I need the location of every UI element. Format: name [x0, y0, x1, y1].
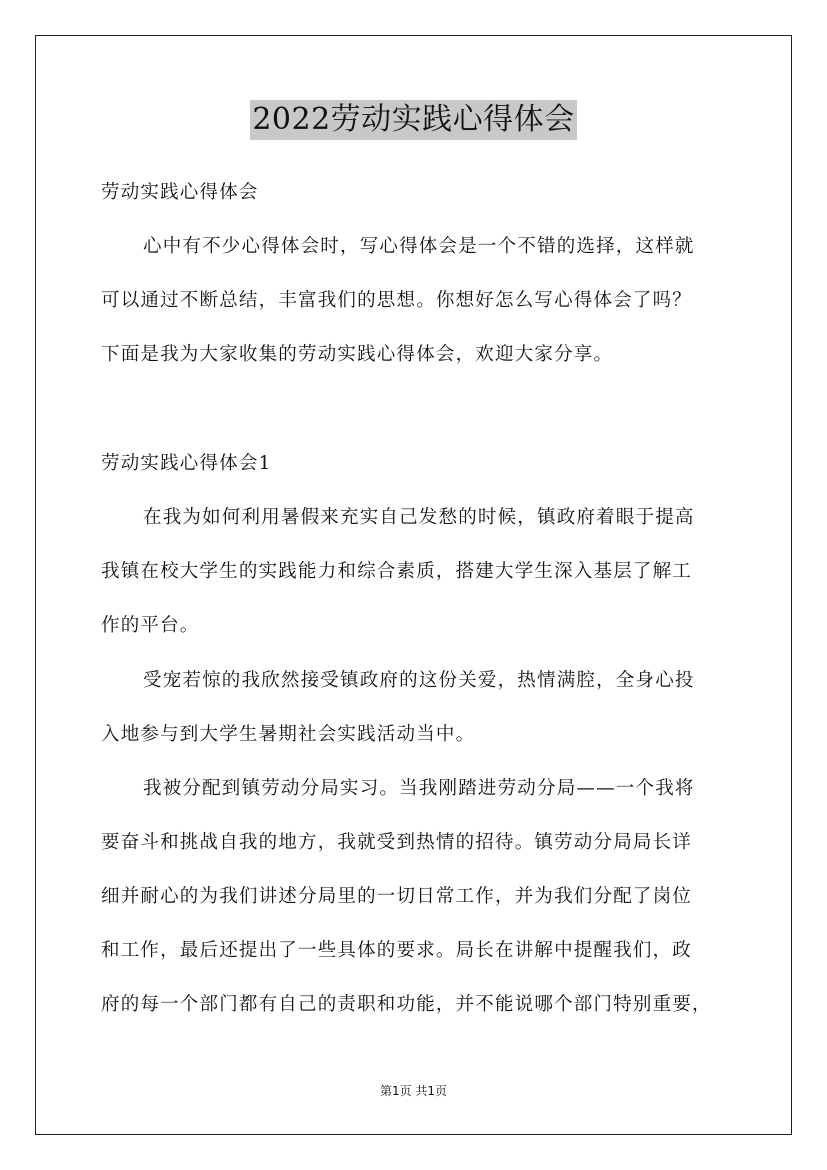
paragraph-line: 府的每一个部门都有自己的责职和功能，并不能说哪个部门特别重要， [101, 994, 712, 1015]
paragraph-1 [101, 491, 731, 653]
document-subtitle: 劳动实践心得体会 [101, 182, 259, 203]
paragraph-line: 要奋斗和挑战自我的地方，我就受到热情的招待。镇劳动分局局长详 [101, 832, 693, 853]
paragraph-line: 受宠若惊的我欣然接受镇政府的这份关爱，热情满腔，全身心投 [143, 670, 695, 691]
title-container [0, 100, 827, 140]
intro-paragraph [101, 220, 731, 382]
paragraph-line: 可以通过不断总结，丰富我们的思想。你想好怎么写心得体会了吗？ [101, 290, 693, 311]
paragraph-2 [101, 654, 731, 762]
document-title: 2022劳动实践心得体会 [250, 100, 576, 140]
section-heading: 劳动实践心得体会1 [101, 453, 272, 474]
paragraph-line: 下面是我为大家收集的劳动实践心得体会，欢迎大家分享。 [101, 344, 614, 365]
section-heading-block [101, 437, 731, 491]
paragraph-line: 和工作，最后还提出了一些具体的要求。局长在讲解中提醒我们，政 [101, 940, 693, 961]
paragraph-line: 在我为如何利用暑假来充实自己发愁的时候，镇政府着眼于提高 [143, 507, 695, 528]
paragraph-line: 入地参与到大学生暑期社会实践活动当中。 [101, 724, 476, 745]
paragraph-line: 我被分配到镇劳动分局实习。当我刚踏进劳动分局——一个我将 [143, 778, 695, 799]
paragraph-line: 心中有不少心得体会时，写心得体会是一个不错的选择，这样就 [143, 236, 695, 257]
page-footer: 第1页 共1页 [379, 1084, 448, 1098]
paragraph-line: 作的平台。 [101, 615, 200, 636]
paragraph-line: 细并耐心的为我们讲述分局里的一切日常工作，并为我们分配了岗位 [101, 886, 693, 907]
paragraph-3 [101, 762, 731, 1032]
subtitle-block [101, 166, 731, 220]
paragraph-line: 我镇在校大学生的实践能力和综合素质，搭建大学生深入基层了解工 [101, 561, 693, 582]
